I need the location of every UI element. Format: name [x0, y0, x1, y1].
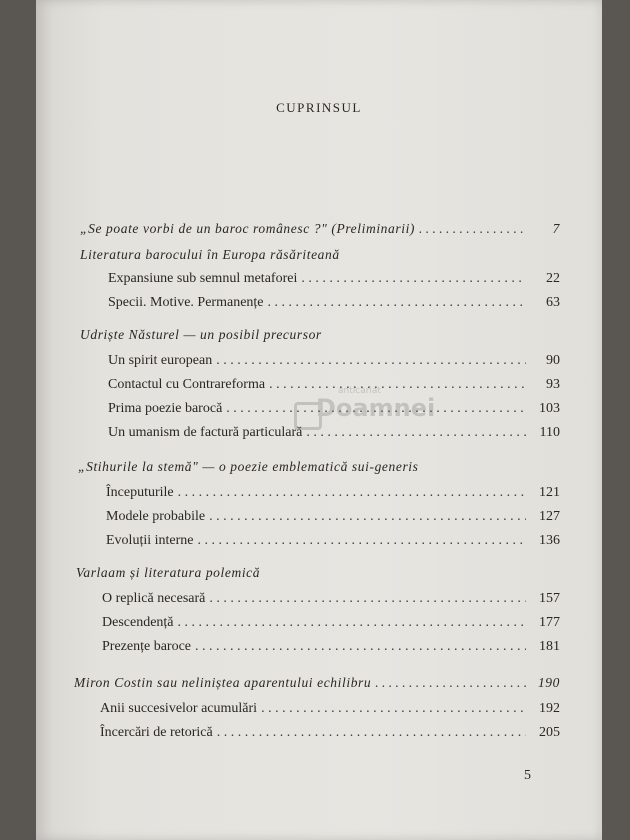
toc-entry-page: 90	[546, 353, 560, 368]
toc-entry	[108, 270, 560, 288]
toc-entry-page: 121	[539, 485, 560, 500]
page-title: CUPRINSUL	[276, 100, 362, 115]
toc-entry-title: Un spirit european	[108, 353, 213, 368]
leader-dots	[178, 484, 526, 502]
toc-entry	[102, 614, 560, 632]
toc-entry	[102, 638, 560, 656]
leader-dots	[216, 352, 526, 370]
toc-entry-page: 192	[539, 701, 560, 716]
toc-entry-title: Udriște Năsturel — un posibil precursor	[80, 327, 322, 342]
leader-dots	[209, 508, 526, 526]
toc-entry-title: Prezențe baroce	[102, 639, 191, 654]
toc-entry	[100, 700, 560, 718]
toc-entry-title: Literatura barocului în Europa răsăriteană	[80, 247, 340, 262]
toc-entry-title: O replică necesară	[102, 591, 206, 606]
toc-entry-page: 103	[539, 401, 560, 416]
toc-entry-title: Contactul cu Contrareforma	[108, 377, 266, 392]
leader-dots	[178, 614, 526, 632]
toc-entry-page: 127	[539, 509, 560, 524]
toc-entry-title: Un umanism de factură particulară	[108, 425, 303, 440]
toc-entry-title: Evoluții interne	[106, 533, 194, 548]
leader-dots	[197, 532, 526, 550]
toc-entry-page: 190	[537, 675, 560, 690]
toc-entry-page: 93	[546, 377, 560, 392]
watermark-small-text: anticariat	[338, 386, 381, 396]
toc-entry	[100, 724, 560, 742]
toc-entry-title: „Se poate vorbi de un baroc românesc ?" (Preliminarii)	[80, 221, 416, 236]
toc-entry-page: 157	[539, 591, 560, 606]
toc-entry	[80, 326, 322, 344]
toc-entry	[80, 246, 340, 264]
toc-entry-title: Miron Costin sau neliniștea aparentului echilibru	[74, 675, 372, 690]
toc-entry-page: 7	[552, 221, 560, 236]
toc-entry	[106, 484, 560, 502]
toc-entry-page: 205	[539, 725, 560, 740]
toc-entry-title: Încercări de retorică	[100, 725, 213, 740]
leader-dots	[268, 294, 526, 312]
toc-entry	[80, 220, 560, 238]
toc-entry-page: 181	[539, 639, 560, 654]
toc-entry-title: Descendență	[102, 615, 174, 630]
leader-dots	[301, 270, 526, 288]
toc-entry	[76, 564, 260, 582]
toc-entry-title: Modele probabile	[106, 509, 206, 524]
leader-dots	[209, 590, 526, 608]
leader-dots	[261, 700, 526, 718]
toc-entry-title: Expansiune sub semnul metaforei	[108, 271, 298, 286]
toc-entry-title: Prima poezie barocă	[108, 401, 223, 416]
toc-entry	[102, 590, 560, 608]
page-number: 5	[524, 768, 531, 783]
leader-dots	[217, 724, 526, 742]
leader-dots	[419, 220, 526, 238]
watermark	[268, 380, 448, 450]
toc-entry	[78, 458, 419, 476]
toc-entry-title: Varlaam și literatura polemică	[76, 565, 261, 580]
toc-entry	[74, 674, 560, 692]
book-page	[36, 0, 602, 840]
toc-entry-page: 136	[539, 533, 560, 548]
leader-dots	[375, 674, 526, 692]
leader-dots	[195, 638, 526, 656]
toc-entry	[106, 532, 560, 550]
toc-entry-title: Începuturile	[106, 485, 174, 500]
toc-entry-title: Anii succesivelor acumulări	[100, 701, 258, 716]
watermark-big-text: Doamnei	[316, 394, 436, 422]
toc-entry	[108, 352, 560, 370]
toc-entry-page: 63	[546, 295, 560, 310]
toc-entry-title: „Stihurile la stemă" — o poezie emblematică sui-generis	[78, 459, 419, 474]
toc-entry	[108, 294, 560, 312]
toc-entry	[106, 508, 560, 526]
toc-entry-page: 22	[546, 271, 560, 286]
toc-entry-page: 110	[539, 425, 560, 440]
toc-entry-title: Specii. Motive. Permanențe	[108, 295, 264, 310]
toc-entry-page: 177	[539, 615, 560, 630]
